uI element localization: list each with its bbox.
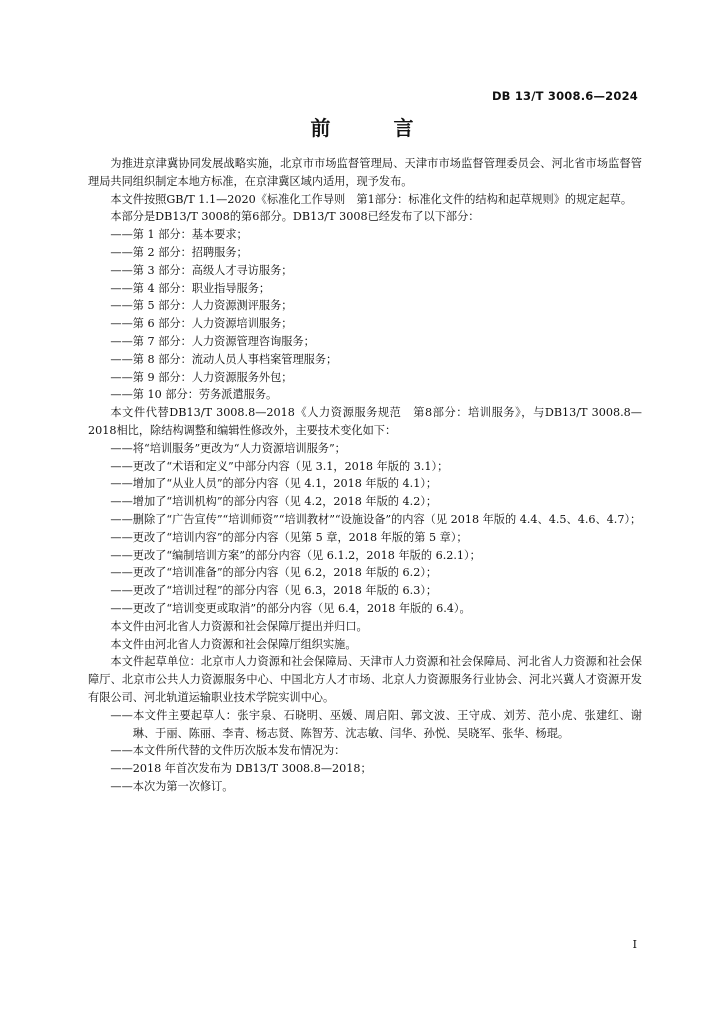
part-item: ——第 5 部分：人力资源测评服务； (110, 299, 293, 313)
part-item: ——第 6 部分：人力资源培训服务； (110, 317, 293, 331)
implementer-paragraph: 本文件由河北省人力资源和社会保障厅组织实施。 (110, 637, 357, 651)
part-item: ——第 8 部分：流动人员人事档案管理服务； (110, 352, 338, 366)
proposer-paragraph: 本文件由河北省人力资源和社会保障厅提出并归口。 (110, 619, 368, 633)
drafting-units-paragraph: 本文件起草单位：北京市人力资源和社会保障局、天津市人力资源和社会保障局、河北省人力资源和社会保障厅、北京市公共人力资源服务中心、中国北方人才市场、北京人力资源服务行业协会、河北兴冀人才资源开发有限公司、河北轨道运输职业技术学院实训中心。 (88, 655, 642, 704)
part-item: ——第 2 部分：招聘服务； (110, 245, 248, 259)
intro-paragraph: 为推进京津冀协同发展战略实施，北京市市场监督管理局、天津市市场监督管理委员会、河北省市场监督管理局共同组织制定本地方标准，在京津冀区域内适用，现予发布。 (88, 157, 642, 188)
change-item: ——更改了“培训变更或取消”的部分内容（见 6.4，2018 年版的 6.4）。 (110, 601, 471, 615)
change-item: ——更改了“术语和定义”中部分内容（见 3.1，2018 年版的 3.1）； (110, 459, 449, 473)
drafting-rules-paragraph: 本文件按照GB/T 1.1—2020《标准化工作导则 第1部分：标准化文件的结构和起草规则》的规定起草。 (110, 192, 633, 206)
foreword-body (88, 155, 642, 796)
change-item: ——删除了“广告宣传”“培训师资”“培训教材”“设施设备”的内容（见 2018 年版的 4.4、4.5、4.6、4.7）； (110, 512, 642, 526)
document-id: DB 13/T 3008.6—2024 (491, 89, 638, 103)
change-item: ——更改了“培训过程”的部分内容（见 6.3，2018 年版的 6.3）； (110, 584, 438, 598)
change-item: ——更改了“编制培训方案”的部分内容（见 6.1.2，2018 年版的 6.2.1）； (110, 548, 481, 562)
history-item: ——2018 年首次发布为 DB13/T 3008.8—2018； (110, 762, 372, 776)
part-item: ——第 10 部分：劳务派遣服务。 (110, 388, 278, 402)
change-item: ——增加了“从业人员”的部分内容（见 4.1，2018 年版的 4.1）； (110, 477, 438, 491)
part-item: ——第 4 部分：职业指导服务； (110, 281, 271, 295)
page-number: I (632, 938, 637, 951)
change-item: ——增加了“培训机构”的部分内容（见 4.2，2018 年版的 4.2）； (110, 495, 438, 509)
page-title: 前 言 (310, 116, 442, 140)
drafters-item: ——本文件主要起草人：张宇泉、石晓明、巫媛、周启阳、郭文波、王守成、刘芳、范小虎、张建红、谢琳、于丽、陈丽、李青、杨志贤、陈智芳、沈志敏、闫华、孙悦、吴晓军、张华、杨琨。 (110, 708, 642, 740)
change-item: ——更改了“培训准备”的部分内容（见 6.2，2018 年版的 6.2）； (110, 566, 438, 580)
part-item: ——第 7 部分：人力资源管理咨询服务； (110, 334, 315, 348)
change-item: ——更改了“培训内容”的部分内容（见第 5 章，2018 年版的第 5 章）； (110, 530, 468, 544)
history-item: ——本次为第一次修订。 (110, 779, 234, 793)
part-item: ——第 1 部分：基本要求； (110, 228, 248, 242)
parts-intro-paragraph: 本部分是DB13/T 3008的第6部分。DB13/T 3008已经发布了以下部分： (110, 210, 480, 224)
history-item: ——本文件所代替的文件历次版本发布情况为： (110, 744, 346, 758)
change-item: ——将“培训服务”更改为“人力资源培训服务”； (110, 441, 346, 455)
replacement-paragraph: 本文件代替DB13/T 3008.8—2018《人力资源服务规范 第8部分：培训服务》，与DB13/T 3008.8—2018相比，除结构调整和编辑性修改外，主要技术变化如下： (88, 406, 642, 437)
part-item: ——第 3 部分：高级人才寻访服务； (110, 263, 293, 277)
part-item: ——第 9 部分：人力资源服务外包； (110, 370, 293, 384)
